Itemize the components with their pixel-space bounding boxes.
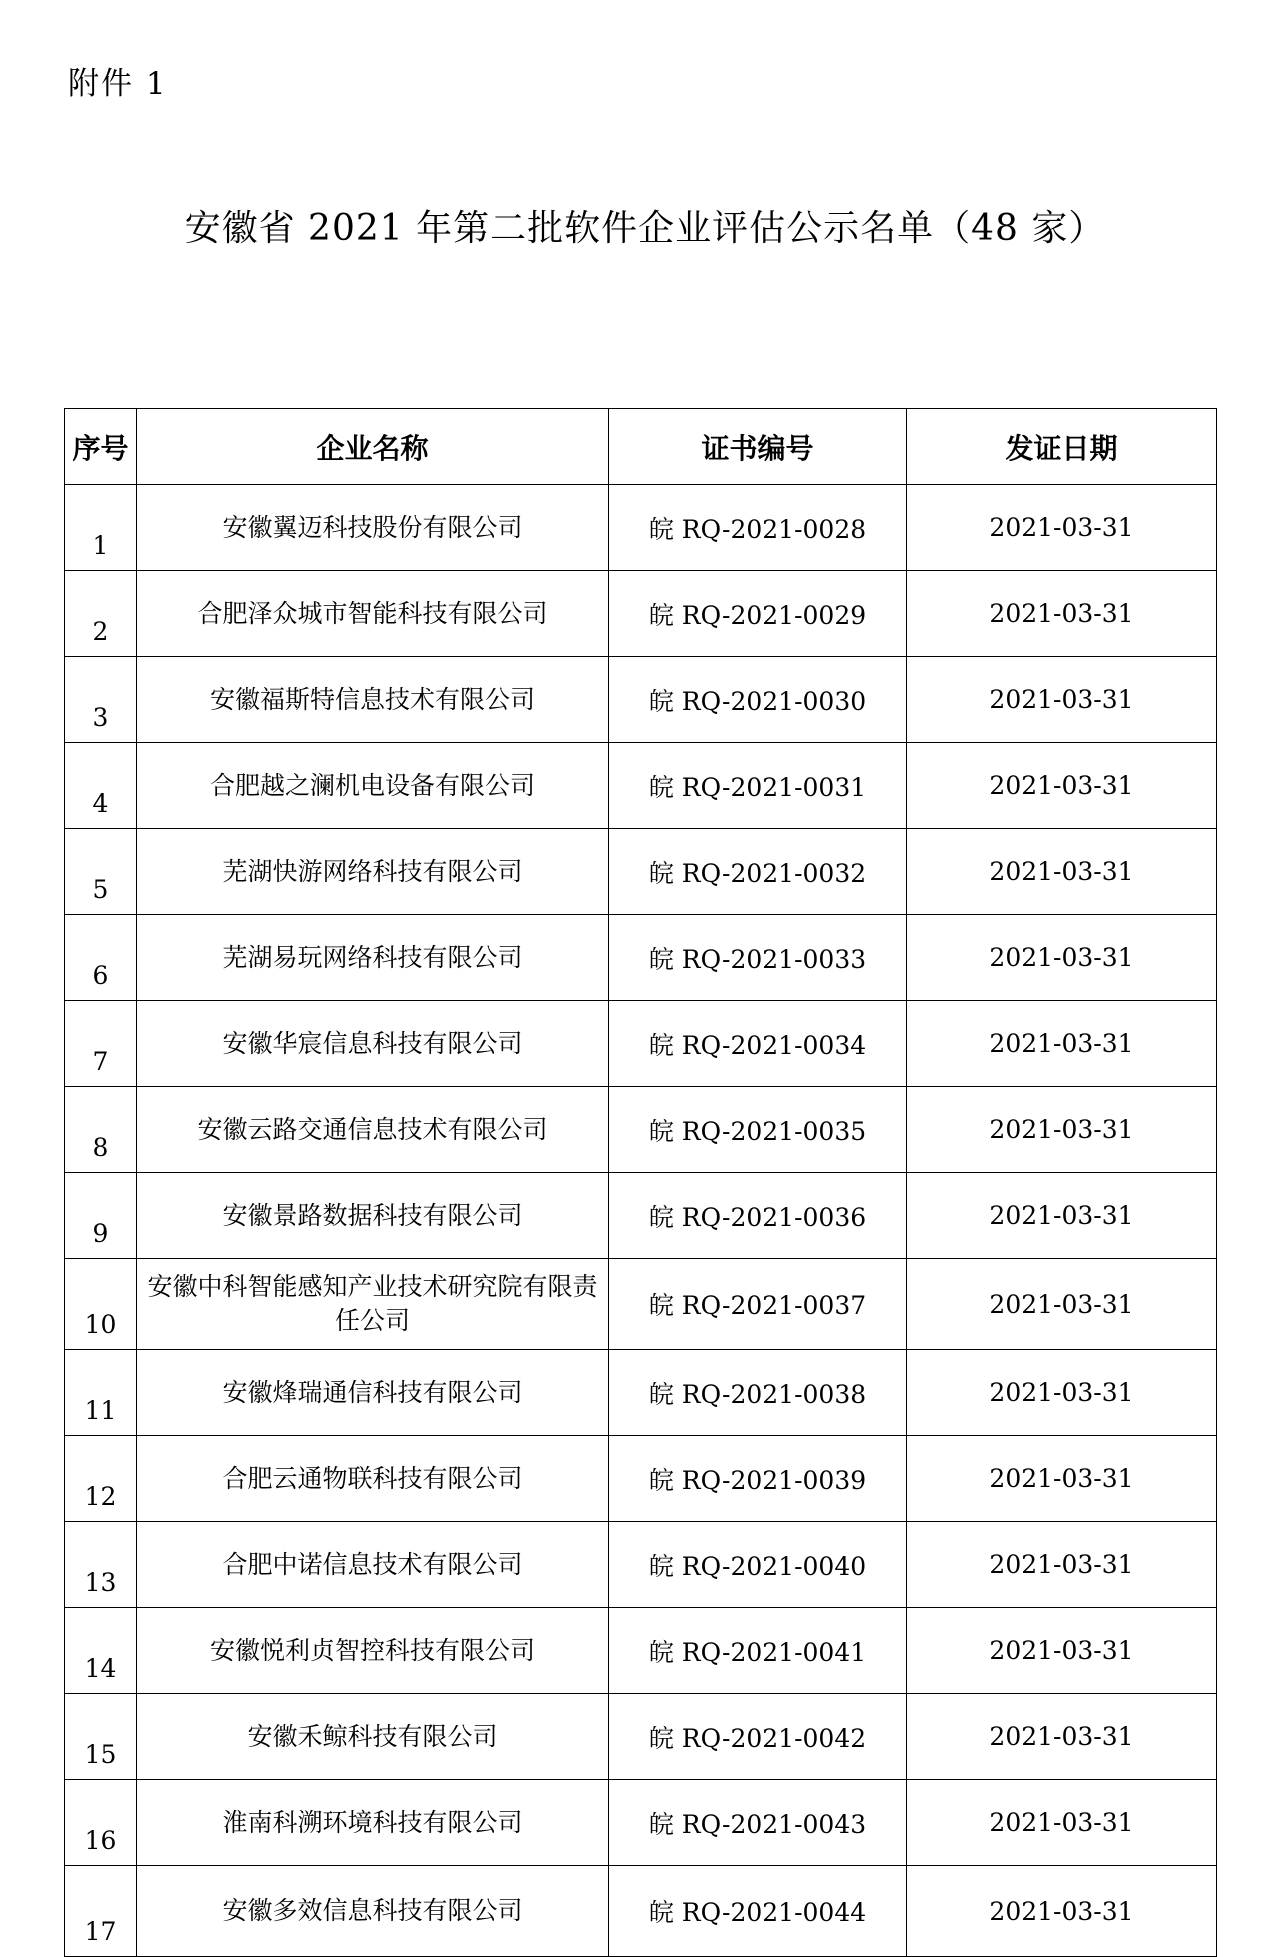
company-name: 安徽禾鲸科技有限公司 bbox=[137, 1694, 609, 1780]
row-number: 2 bbox=[65, 571, 137, 657]
certificate-number: 皖 RQ-2021-0035 bbox=[609, 1087, 907, 1173]
company-name: 淮南科溯环境科技有限公司 bbox=[137, 1780, 609, 1866]
company-name: 安徽云路交通信息技术有限公司 bbox=[137, 1087, 609, 1173]
page-title: 安徽省 2021 年第二批软件企业评估公示名单（48 家） bbox=[184, 208, 1106, 249]
attachment-label: 附件 1 bbox=[68, 66, 168, 102]
issue-date: 2021-03-31 bbox=[907, 1436, 1217, 1522]
row-number: 16 bbox=[65, 1780, 137, 1866]
table-row bbox=[65, 657, 1217, 743]
issue-date: 2021-03-31 bbox=[907, 743, 1217, 829]
issue-date: 2021-03-31 bbox=[907, 1522, 1217, 1608]
certificate-number: 皖 RQ-2021-0039 bbox=[609, 1436, 907, 1522]
table-row bbox=[65, 1866, 1217, 1957]
issue-date: 2021-03-31 bbox=[907, 829, 1217, 915]
row-number: 6 bbox=[65, 915, 137, 1001]
issue-date: 2021-03-31 bbox=[907, 1001, 1217, 1087]
row-number: 10 bbox=[65, 1259, 137, 1350]
issue-date: 2021-03-31 bbox=[907, 1866, 1217, 1957]
row-number: 11 bbox=[65, 1350, 137, 1436]
table-row bbox=[65, 1087, 1217, 1173]
table-row bbox=[65, 743, 1217, 829]
issue-date: 2021-03-31 bbox=[907, 1608, 1217, 1694]
table-row bbox=[65, 1608, 1217, 1694]
company-name: 芜湖快游网络科技有限公司 bbox=[137, 829, 609, 915]
company-name: 合肥泽众城市智能科技有限公司 bbox=[137, 571, 609, 657]
column-header-number: 序号 bbox=[65, 409, 137, 485]
company-name: 安徽中科智能感知产业技术研究院有限责任公司 bbox=[137, 1259, 609, 1350]
issue-date: 2021-03-31 bbox=[907, 1259, 1217, 1350]
row-number: 9 bbox=[65, 1173, 137, 1259]
certificate-number: 皖 RQ-2021-0040 bbox=[609, 1522, 907, 1608]
company-name: 合肥中诺信息技术有限公司 bbox=[137, 1522, 609, 1608]
certificate-number: 皖 RQ-2021-0038 bbox=[609, 1350, 907, 1436]
certificate-number: 皖 RQ-2021-0032 bbox=[609, 829, 907, 915]
row-number: 12 bbox=[65, 1436, 137, 1522]
certificate-number: 皖 RQ-2021-0033 bbox=[609, 915, 907, 1001]
company-name: 芜湖易玩网络科技有限公司 bbox=[137, 915, 609, 1001]
row-number: 17 bbox=[65, 1866, 137, 1957]
table-row bbox=[65, 915, 1217, 1001]
table-header-row bbox=[65, 409, 1217, 485]
row-number: 15 bbox=[65, 1694, 137, 1780]
certificate-number: 皖 RQ-2021-0037 bbox=[609, 1259, 907, 1350]
certificate-number: 皖 RQ-2021-0043 bbox=[609, 1780, 907, 1866]
issue-date: 2021-03-31 bbox=[907, 571, 1217, 657]
certificate-number: 皖 RQ-2021-0036 bbox=[609, 1173, 907, 1259]
table-row bbox=[65, 1694, 1217, 1780]
row-number: 4 bbox=[65, 743, 137, 829]
column-header-issue-date: 发证日期 bbox=[907, 409, 1217, 485]
certificate-number: 皖 RQ-2021-0034 bbox=[609, 1001, 907, 1087]
row-number: 7 bbox=[65, 1001, 137, 1087]
table-row bbox=[65, 1522, 1217, 1608]
certificate-number: 皖 RQ-2021-0042 bbox=[609, 1694, 907, 1780]
company-name: 安徽翼迈科技股份有限公司 bbox=[137, 485, 609, 571]
row-number: 8 bbox=[65, 1087, 137, 1173]
table-row bbox=[65, 1001, 1217, 1087]
certificate-number: 皖 RQ-2021-0030 bbox=[609, 657, 907, 743]
certificate-number: 皖 RQ-2021-0028 bbox=[609, 485, 907, 571]
issue-date: 2021-03-31 bbox=[907, 915, 1217, 1001]
column-header-company-name: 企业名称 bbox=[137, 409, 609, 485]
company-name: 安徽多效信息科技有限公司 bbox=[137, 1866, 609, 1957]
table-row bbox=[65, 1173, 1217, 1259]
enterprise-table bbox=[64, 408, 1217, 1957]
company-name: 安徽悦利贞智控科技有限公司 bbox=[137, 1608, 609, 1694]
issue-date: 2021-03-31 bbox=[907, 485, 1217, 571]
certificate-number: 皖 RQ-2021-0044 bbox=[609, 1866, 907, 1957]
issue-date: 2021-03-31 bbox=[907, 1087, 1217, 1173]
company-name: 安徽烽瑞通信科技有限公司 bbox=[137, 1350, 609, 1436]
row-number: 14 bbox=[65, 1608, 137, 1694]
table-row bbox=[65, 571, 1217, 657]
table-row bbox=[65, 1780, 1217, 1866]
table-row bbox=[65, 485, 1217, 571]
company-name: 安徽华宸信息科技有限公司 bbox=[137, 1001, 609, 1087]
row-number: 5 bbox=[65, 829, 137, 915]
row-number: 13 bbox=[65, 1522, 137, 1608]
company-name: 合肥云通物联科技有限公司 bbox=[137, 1436, 609, 1522]
row-number: 1 bbox=[65, 485, 137, 571]
certificate-number: 皖 RQ-2021-0041 bbox=[609, 1608, 907, 1694]
table-row bbox=[65, 829, 1217, 915]
issue-date: 2021-03-31 bbox=[907, 1350, 1217, 1436]
row-number: 3 bbox=[65, 657, 137, 743]
column-header-certificate-number: 证书编号 bbox=[609, 409, 907, 485]
company-name: 合肥越之澜机电设备有限公司 bbox=[137, 743, 609, 829]
table-row bbox=[65, 1436, 1217, 1522]
certificate-number: 皖 RQ-2021-0029 bbox=[609, 571, 907, 657]
table-row bbox=[65, 1259, 1217, 1350]
table-row bbox=[65, 1350, 1217, 1436]
company-name: 安徽景路数据科技有限公司 bbox=[137, 1173, 609, 1259]
company-name: 安徽福斯特信息技术有限公司 bbox=[137, 657, 609, 743]
certificate-number: 皖 RQ-2021-0031 bbox=[609, 743, 907, 829]
issue-date: 2021-03-31 bbox=[907, 1780, 1217, 1866]
issue-date: 2021-03-31 bbox=[907, 1173, 1217, 1259]
issue-date: 2021-03-31 bbox=[907, 1694, 1217, 1780]
issue-date: 2021-03-31 bbox=[907, 657, 1217, 743]
